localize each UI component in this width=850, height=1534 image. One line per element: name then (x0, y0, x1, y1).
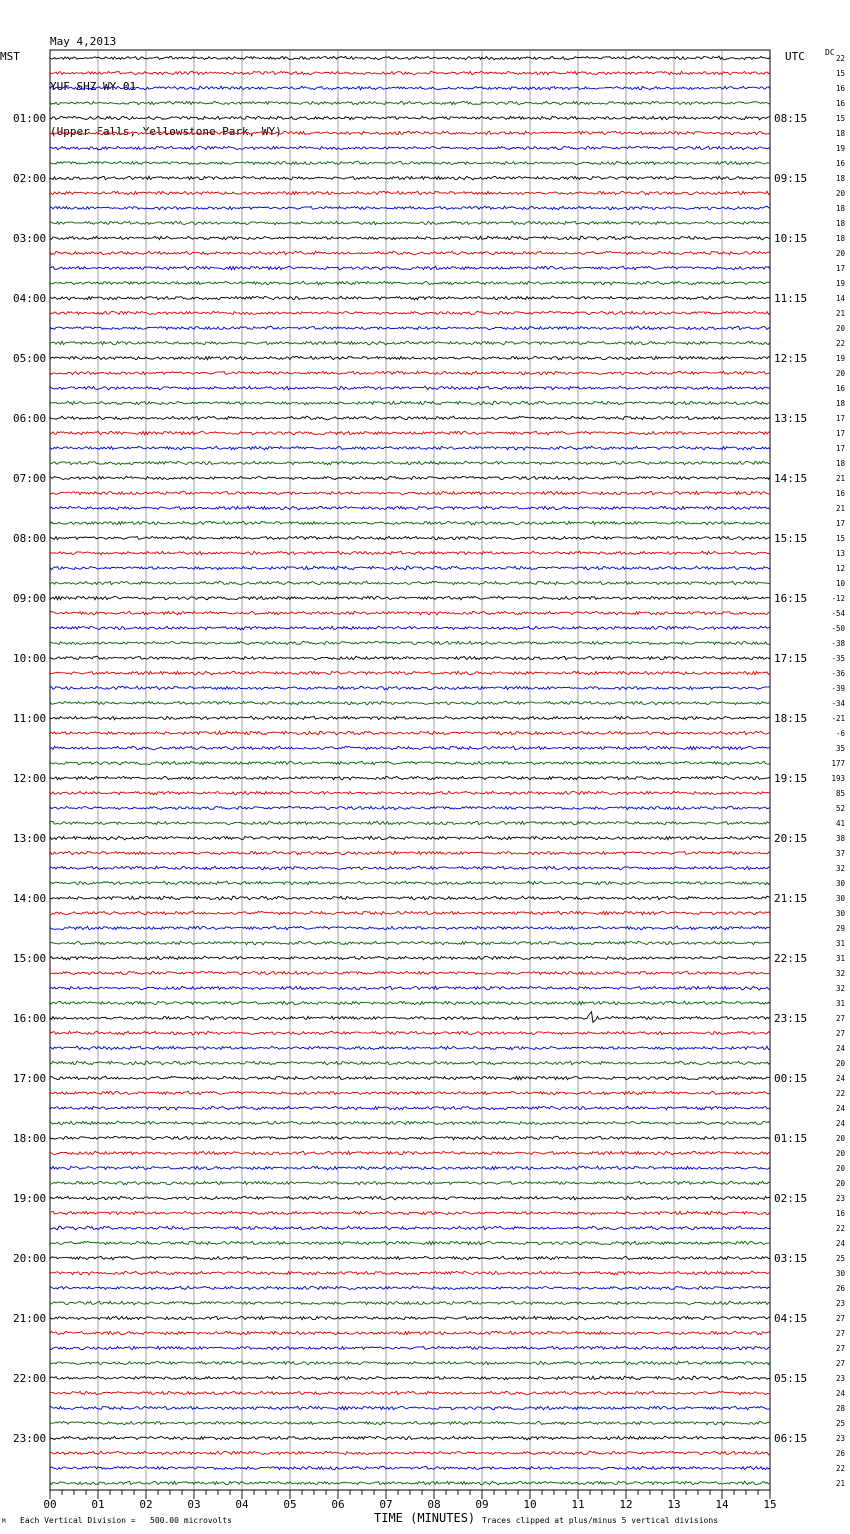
seismic-trace (50, 71, 770, 75)
dc-offset-value: 14 (835, 294, 845, 303)
dc-offset-value: 20 (835, 1164, 845, 1173)
seismic-trace (50, 626, 770, 630)
dc-offset-value: 31 (835, 954, 845, 963)
seismic-trace (50, 881, 770, 885)
dc-offset-value: -50 (831, 624, 845, 633)
seismic-trace (50, 236, 770, 240)
seismic-trace (50, 851, 770, 855)
seismic-trace (50, 251, 770, 255)
seismic-trace (50, 701, 770, 705)
seismic-trace (50, 281, 770, 285)
hour-label-utc: 15:15 (774, 532, 808, 545)
seismic-trace (50, 1256, 770, 1260)
hour-label-mst: 05:00 (13, 352, 47, 365)
dc-offset-value: 21 (835, 474, 845, 483)
dc-offset-value: -39 (831, 684, 845, 693)
hour-label-mst: 21:00 (13, 1312, 47, 1325)
dc-offset-value: 37 (835, 849, 845, 858)
dc-offset-value: 20 (835, 1179, 845, 1188)
hour-label-mst: 15:00 (13, 952, 47, 965)
hour-label-mst: 20:00 (13, 1252, 47, 1265)
dc-offset-value: 16 (835, 489, 845, 498)
station-location: (Upper Falls, Yellowstone Park, WY) (50, 125, 282, 138)
hour-label-mst: 10:00 (13, 652, 47, 665)
seismic-trace (50, 1406, 770, 1410)
dc-offset-value: 52 (835, 804, 845, 813)
hour-label-mst: 03:00 (13, 232, 47, 245)
hour-label-utc: 11:15 (774, 292, 808, 305)
hour-label-mst: 02:00 (13, 172, 47, 185)
hour-label-mst: 08:00 (13, 532, 47, 545)
seismic-trace (50, 896, 770, 900)
x-tick-label: 07 (379, 1498, 393, 1511)
dc-offset-value: 28 (835, 1404, 845, 1413)
dc-offset-value: 35 (835, 744, 845, 753)
hour-label-utc: 13:15 (774, 412, 808, 425)
seismic-trace (50, 1481, 770, 1485)
dc-offset-value: 23 (835, 1434, 845, 1443)
seismic-trace (50, 1466, 770, 1470)
seismic-trace (50, 86, 770, 90)
dc-offset-value: -21 (831, 714, 845, 723)
seismic-trace (50, 191, 770, 195)
hour-label-mst: 23:00 (13, 1432, 47, 1445)
dc-offset-value: 25 (835, 1419, 845, 1428)
dc-offset-value: -12 (831, 594, 845, 603)
dc-offset-value: 24 (835, 1074, 845, 1083)
dc-offset-value: 23 (835, 1374, 845, 1383)
seismic-trace (50, 581, 770, 585)
dc-offset-value: 17 (835, 429, 845, 438)
dc-label: DC (825, 48, 835, 57)
hour-label-utc: 08:15 (774, 112, 808, 125)
dc-offset-value: 22 (835, 1464, 845, 1473)
dc-offset-value: 22 (835, 339, 845, 348)
seismic-trace (50, 731, 770, 735)
seismic-trace (50, 371, 770, 374)
seismic-trace (50, 1301, 770, 1305)
seismic-trace (50, 761, 770, 765)
dc-offset-value: 18 (835, 459, 845, 468)
seismic-trace (50, 1046, 770, 1050)
hour-label-utc: 04:15 (774, 1312, 808, 1325)
seismic-trace (50, 1361, 770, 1365)
seismic-trace (50, 206, 770, 209)
seismic-trace (50, 56, 770, 60)
seismic-trace (50, 746, 770, 750)
seismic-trace (50, 521, 770, 525)
dc-offset-value: 10 (835, 579, 845, 588)
hour-label-mst: 04:00 (13, 292, 47, 305)
seismic-trace (50, 431, 770, 435)
seismic-trace (50, 131, 770, 134)
dc-offset-value: 16 (835, 159, 845, 168)
dc-offset-value: 18 (835, 204, 845, 213)
dc-offset-value: -54 (831, 609, 845, 618)
dc-offset-value: -38 (831, 639, 845, 648)
dc-offset-value: 31 (835, 939, 845, 948)
hour-label-mst: 07:00 (13, 472, 47, 485)
seismic-trace (50, 1376, 770, 1380)
seismic-trace (50, 806, 770, 810)
dc-offset-value: 23 (835, 1299, 845, 1308)
seismic-trace (50, 1091, 770, 1095)
dc-offset-value: 26 (835, 1449, 845, 1458)
dc-offset-value: 18 (835, 174, 845, 183)
dc-offset-value: 20 (835, 369, 845, 378)
seismic-trace (50, 1436, 770, 1440)
x-tick-label: 15 (763, 1498, 777, 1511)
x-tick-label: 04 (235, 1498, 249, 1511)
scale-note: Each Vertical Division = 500.00 microvolts (20, 1516, 232, 1525)
dc-offset-value: 21 (835, 309, 845, 318)
seismic-trace (50, 356, 770, 360)
seismic-trace (50, 1286, 770, 1289)
dc-offset-value: 27 (835, 1359, 845, 1368)
seismic-trace (50, 221, 770, 225)
seismic-trace (50, 1241, 770, 1245)
dc-offset-value: 27 (835, 1329, 845, 1338)
hour-label-utc: 16:15 (774, 592, 808, 605)
hour-label-utc: 18:15 (774, 712, 808, 725)
seismic-trace (50, 491, 770, 495)
seismic-trace (50, 446, 770, 450)
x-tick-label: 13 (667, 1498, 681, 1511)
dc-offset-value: 22 (835, 1224, 845, 1233)
dc-offset-value: 30 (835, 909, 845, 918)
dc-offset-value: 25 (835, 1254, 845, 1263)
dc-offset-value: 32 (835, 969, 845, 978)
dc-offset-value: 20 (835, 249, 845, 258)
x-tick-label: 03 (187, 1498, 201, 1511)
seismic-trace (50, 971, 770, 975)
seismic-trace (50, 506, 770, 510)
seismic-trace (50, 416, 770, 420)
dc-offset-value: -36 (831, 669, 845, 678)
hour-label-utc: 10:15 (774, 232, 808, 245)
dc-offset-value: 15 (835, 114, 845, 123)
hour-label-utc: 12:15 (774, 352, 808, 365)
dc-offset-value: 23 (835, 1194, 845, 1203)
seismic-trace (50, 941, 770, 945)
hour-label-mst: 09:00 (13, 592, 47, 605)
dc-offset-value: 32 (835, 864, 845, 873)
dc-offset-value: 16 (835, 84, 845, 93)
x-tick-label: 06 (331, 1498, 345, 1511)
hour-label-mst: 16:00 (13, 1012, 47, 1025)
x-tick-label: 01 (91, 1498, 105, 1511)
corner-mark: M (2, 1518, 6, 1525)
dc-offset-value: 17 (835, 519, 845, 528)
dc-offset-value: 16 (835, 99, 845, 108)
dc-offset-value: 24 (835, 1239, 845, 1248)
seismic-trace (50, 1031, 770, 1035)
dc-offset-value: 20 (835, 189, 845, 198)
dc-offset-value: 29 (835, 924, 845, 933)
seismic-trace (50, 1151, 770, 1155)
dc-offset-value: -35 (831, 654, 845, 663)
dc-offset-value: 193 (831, 774, 845, 783)
seismic-trace (50, 956, 770, 960)
hour-label-mst: 22:00 (13, 1372, 47, 1385)
clip-note: Traces clipped at plus/minus 5 vertical divisions (482, 1516, 719, 1525)
hour-label-mst: 13:00 (13, 832, 47, 845)
hour-label-utc: 06:15 (774, 1432, 808, 1445)
seismic-trace (50, 776, 770, 780)
seismic-trace (50, 1391, 770, 1395)
hour-label-utc: 05:15 (774, 1372, 808, 1385)
hour-label-utc: 01:15 (774, 1132, 808, 1145)
hour-label-mst: 14:00 (13, 892, 47, 905)
seismic-trace (50, 686, 770, 690)
seismic-trace (50, 296, 770, 300)
left-zone-label: MST (0, 50, 20, 63)
hour-label-utc: 09:15 (774, 172, 808, 185)
seismic-trace (50, 866, 770, 870)
seismic-trace (50, 1166, 770, 1170)
x-tick-label: 05 (283, 1498, 297, 1511)
hour-label-mst: 17:00 (13, 1072, 47, 1085)
seismic-trace (50, 551, 770, 555)
seismic-trace (50, 791, 770, 795)
seismic-trace (50, 1181, 770, 1185)
seismic-trace (50, 536, 770, 540)
seismic-trace (50, 836, 770, 840)
seismic-trace (50, 101, 770, 104)
dc-offset-value: 24 (835, 1389, 845, 1398)
hour-label-utc: 20:15 (774, 832, 808, 845)
seismic-trace (50, 1076, 770, 1080)
seismic-trace (50, 1136, 770, 1140)
dc-offset-value: 20 (835, 1059, 845, 1068)
seismic-trace (50, 401, 770, 405)
seismic-trace (50, 266, 770, 270)
seismic-trace (50, 1226, 770, 1230)
x-tick-label: 10 (523, 1498, 537, 1511)
dc-offset-value: 22 (835, 54, 845, 63)
dc-offset-value: 18 (835, 234, 845, 243)
seismic-trace (50, 566, 770, 570)
seismic-trace (50, 821, 770, 825)
hour-label-mst: 12:00 (13, 772, 47, 785)
dc-offset-value: 20 (835, 1149, 845, 1158)
hour-label-mst: 01:00 (13, 112, 47, 125)
seismic-trace (50, 1451, 770, 1454)
dc-offset-value: 15 (835, 69, 845, 78)
x-tick-label: 14 (715, 1498, 729, 1511)
hour-label-utc: 14:15 (774, 472, 808, 485)
dc-offset-value: 21 (835, 504, 845, 513)
dc-offset-value: 20 (835, 1134, 845, 1143)
dc-offset-value: 17 (835, 414, 845, 423)
dc-offset-value: 24 (835, 1104, 845, 1113)
seismic-trace (50, 986, 770, 990)
dc-offset-value: -6 (835, 729, 845, 738)
dc-offset-value: 19 (835, 144, 845, 153)
seismic-trace (50, 911, 770, 915)
hour-label-utc: 17:15 (774, 652, 808, 665)
seismic-trace (50, 386, 770, 390)
seismic-trace (50, 1346, 770, 1349)
dc-offset-value: 12 (835, 564, 845, 573)
seismic-trace (50, 1196, 770, 1200)
dc-offset-value: 17 (835, 264, 845, 273)
seismic-trace (50, 671, 770, 675)
dc-offset-value: 13 (835, 549, 845, 558)
seismic-trace (50, 1421, 770, 1425)
dc-offset-value: 21 (835, 1479, 845, 1488)
dc-offset-value: 38 (835, 834, 845, 843)
dc-offset-value: 32 (835, 984, 845, 993)
seismic-trace (50, 641, 770, 644)
dc-offset-value: 18 (835, 129, 845, 138)
x-tick-label: 09 (475, 1498, 489, 1511)
hour-label-utc: 02:15 (774, 1192, 808, 1205)
x-axis-title: TIME (MINUTES) (374, 1511, 476, 1525)
seismic-trace (50, 146, 770, 150)
seismic-trace (50, 1061, 770, 1065)
seismic-trace (50, 161, 770, 165)
seismic-trace (50, 656, 770, 660)
seismic-trace (50, 611, 770, 615)
seismic-trace (50, 311, 770, 314)
seismic-trace (50, 1316, 770, 1320)
dc-offset-value: 31 (835, 999, 845, 1008)
dc-offset-value: 20 (835, 324, 845, 333)
dc-offset-value: 24 (835, 1044, 845, 1053)
hour-label-mst: 06:00 (13, 412, 47, 425)
dc-offset-value: 30 (835, 879, 845, 888)
dc-offset-value: 17 (835, 444, 845, 453)
dc-offset-value: 16 (835, 384, 845, 393)
seismic-trace (50, 176, 770, 180)
dc-offset-value: 30 (835, 894, 845, 903)
dc-offset-value: 15 (835, 534, 845, 543)
hour-label-utc: 00:15 (774, 1072, 808, 1085)
seismic-trace (50, 596, 770, 600)
hour-label-utc: 22:15 (774, 952, 808, 965)
dc-offset-value: 24 (835, 1119, 845, 1128)
dc-offset-value: 16 (835, 1209, 845, 1218)
hour-label-utc: 03:15 (774, 1252, 808, 1265)
hour-label-utc: 19:15 (774, 772, 808, 785)
x-tick-label: 12 (619, 1498, 633, 1511)
right-zone-label: UTC (785, 50, 805, 63)
seismic-trace (50, 476, 770, 479)
seismic-trace (50, 926, 770, 930)
hour-label-utc: 21:15 (774, 892, 808, 905)
dc-offset-value: -34 (831, 699, 845, 708)
seismic-trace (50, 1121, 770, 1125)
seismic-trace (50, 1271, 770, 1275)
seismic-trace (50, 1012, 770, 1023)
dc-offset-value: 27 (835, 1029, 845, 1038)
dc-offset-value: 26 (835, 1284, 845, 1293)
x-tick-label: 08 (427, 1498, 441, 1511)
dc-offset-value: 41 (835, 819, 845, 828)
x-tick-label: 00 (43, 1498, 57, 1511)
dc-offset-value: 177 (831, 759, 845, 768)
seismic-trace (50, 461, 770, 465)
seismic-trace (50, 1001, 770, 1005)
station-code: YUF SHZ WY 01 (50, 80, 137, 93)
dc-offset-value: 19 (835, 279, 845, 288)
hour-label-mst: 19:00 (13, 1192, 47, 1205)
seismic-trace (50, 1331, 770, 1335)
dc-offset-value: 27 (835, 1014, 845, 1023)
dc-offset-value: 27 (835, 1314, 845, 1323)
seismic-trace (50, 716, 770, 720)
seismic-trace (50, 326, 770, 330)
dc-offset-value: 18 (835, 399, 845, 408)
dc-offset-value: 19 (835, 354, 845, 363)
dc-offset-value: 27 (835, 1344, 845, 1353)
dc-offset-value: 18 (835, 219, 845, 228)
hour-label-mst: 11:00 (13, 712, 47, 725)
x-tick-label: 11 (571, 1498, 585, 1511)
hour-label-mst: 18:00 (13, 1132, 47, 1145)
seismic-trace (50, 341, 770, 345)
chart-date: May 4,2013 (50, 35, 117, 48)
dc-offset-value: 85 (835, 789, 845, 798)
dc-offset-value: 30 (835, 1269, 845, 1278)
hour-label-utc: 23:15 (774, 1012, 808, 1025)
dc-offset-value: 22 (835, 1089, 845, 1098)
seismic-trace (50, 1106, 770, 1110)
seismic-trace (50, 1211, 770, 1215)
seismic-trace (50, 116, 770, 120)
x-tick-label: 02 (139, 1498, 153, 1511)
